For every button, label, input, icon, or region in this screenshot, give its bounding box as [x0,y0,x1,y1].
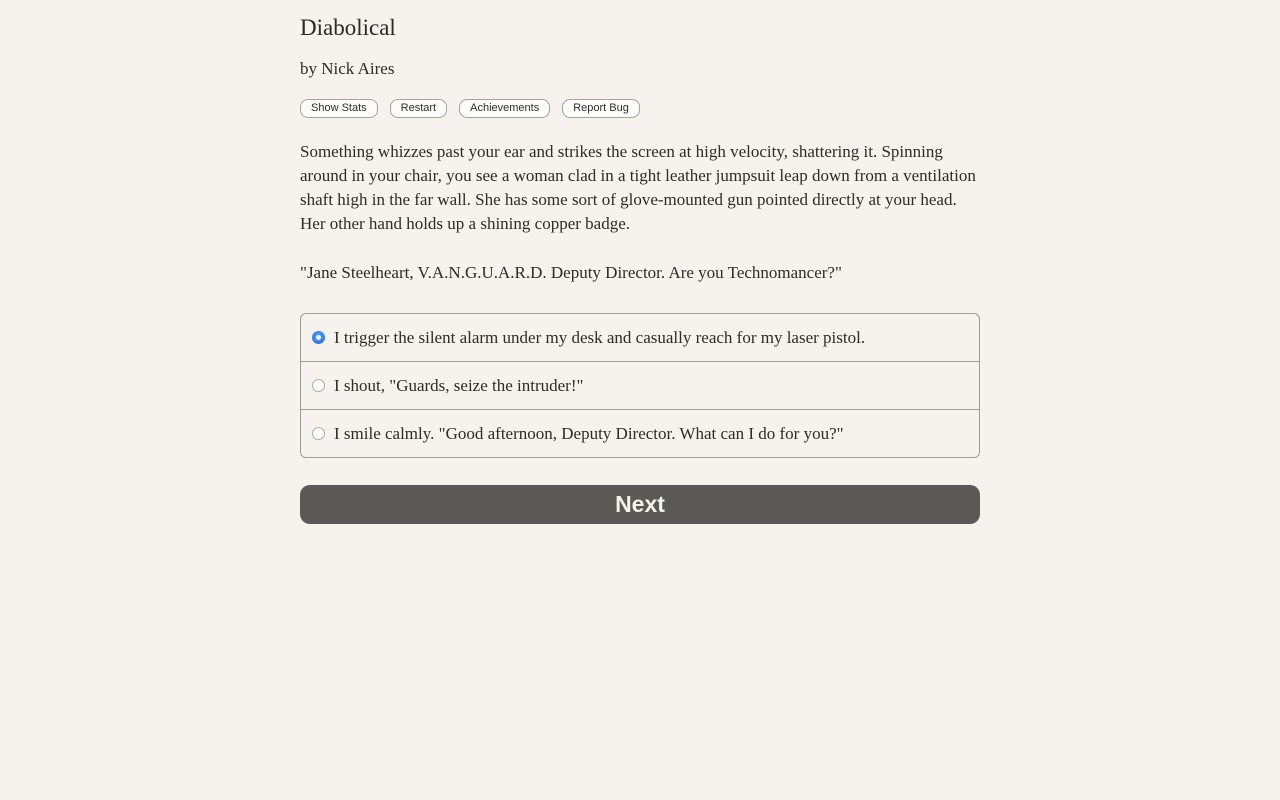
report-bug-button[interactable]: Report Bug [562,99,640,118]
choice-option-label: I smile calmly. "Good afternoon, Deputy Director. What can I do for you?" [334,424,844,444]
choice-option-label: I shout, "Guards, seize the intruder!" [334,376,584,396]
choice-option-label: I trigger the silent alarm under my desk and casually reach for my laser pistol. [334,328,866,348]
toolbar [300,99,980,118]
next-button[interactable]: Next [300,485,980,524]
game-title: Diabolical [300,15,396,40]
show-stats-button[interactable]: Show Stats [300,99,378,118]
choice-group [300,313,980,458]
achievements-button[interactable]: Achievements [459,99,550,118]
choice-option-1[interactable] [301,314,979,361]
story-paragraph: Something whizzes past your ear and strikes the screen at high velocity, shattering it. Spinning around in your chair, you see a woman clad in a tight leather jumpsuit leap down from a ventilation shaft high in the far wall. She has some sort of glove-mounted gun pointed directly at your head. Her other hand holds up a shining copper badge. [300,142,976,234]
story-dialogue: "Jane Steelheart, V.A.N.G.U.A.R.D. Deputy Director. Are you Technomancer?" [300,263,842,283]
game-author: by Nick Aires [300,59,395,79]
game-page [300,0,980,524]
choice-option-3[interactable] [301,409,979,457]
restart-button[interactable]: Restart [390,99,447,118]
radio-button[interactable] [312,331,325,344]
radio-button[interactable] [312,427,325,440]
radio-button[interactable] [312,379,325,392]
choice-option-2[interactable] [301,361,979,409]
